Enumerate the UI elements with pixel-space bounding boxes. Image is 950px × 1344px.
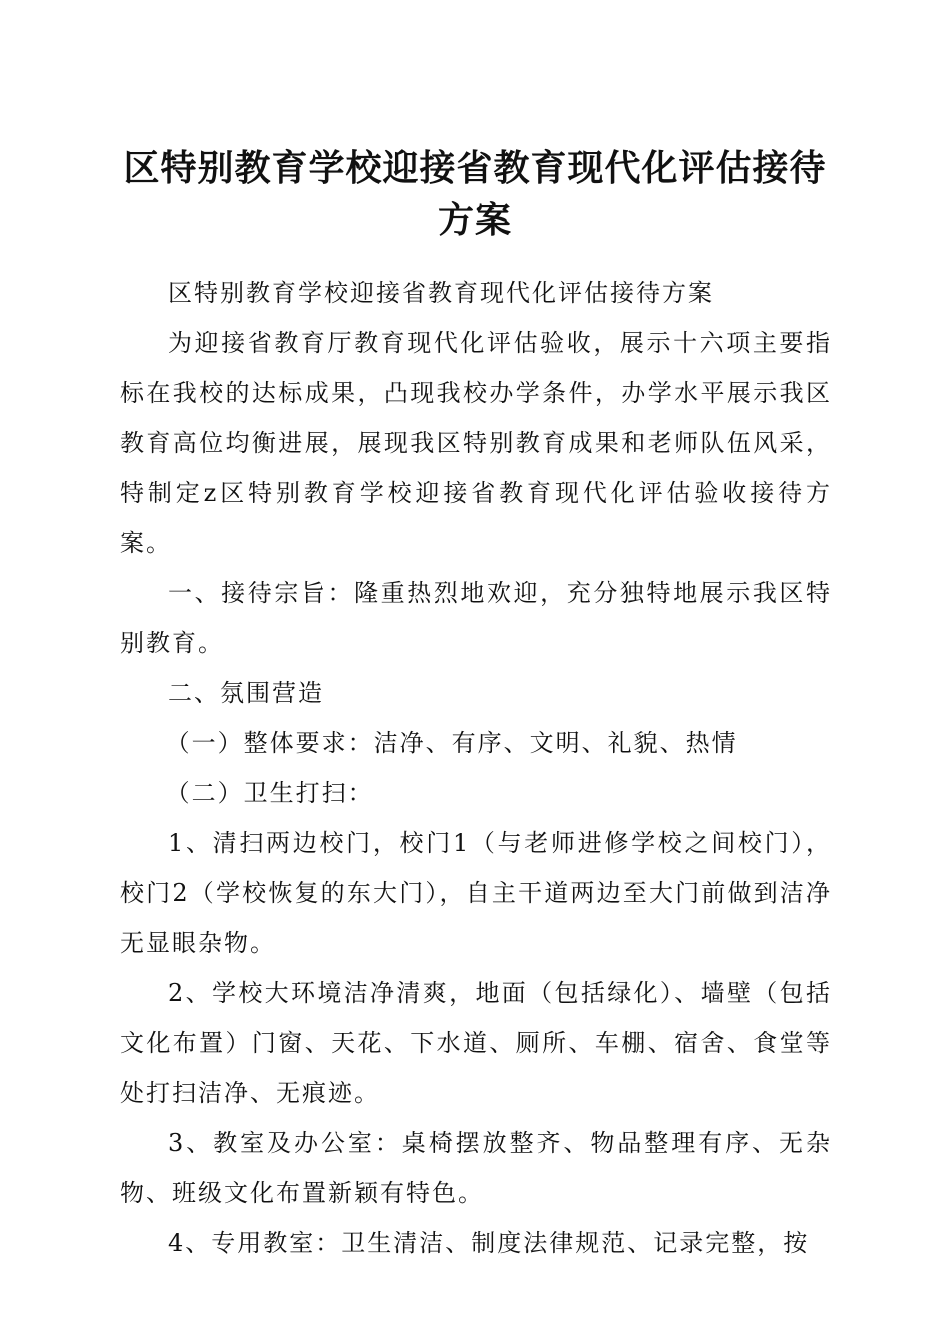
paragraph-intro: 为迎接省教育厅教育现代化评估验收，展示十六项主要指标在我校的达标成果，凸现我校办学条件，办学水平展示我区教育高位均衡进展，展现我区特别教育成果和老师队伍风采，特制定z区特别教育学校迎接省教育现代化评估验收接待方案。	[120, 329, 832, 557]
paragraph-subtitle: 区特别教育学校迎接省教育现代化评估接待方案	[168, 279, 714, 307]
paragraph-subsection-1: （一）整体要求：洁净、有序、文明、礼貌、热情	[165, 729, 738, 757]
paragraph-section-2: 二、氛围营造	[168, 679, 324, 707]
paragraph-item-4: 4、专用教室：卫生清洁、制度法律规范、记录完整，按	[168, 1229, 810, 1257]
paragraph-section-1: 一、接待宗旨：隆重热烈地欢迎，充分独特地展示我区特别教育。	[120, 579, 832, 657]
paragraph-item-1: 1、清扫两边校门，校门1（与老师进修学校之间校门），校门2（学校恢复的东大门），自主干道两边至大门前做到洁净无显眼杂物。	[120, 829, 832, 957]
paragraph-item-3: 3、教室及办公室：桌椅摆放整齐、物品整理有序、无杂物、班级文化布置新颖有特色。	[120, 1129, 832, 1207]
paragraph-item-2: 2、学校大环境洁净清爽，地面（包括绿化）、墙壁（包括文化布置）门窗、天花、下水道、厕所、车棚、宿舍、食堂等处打扫洁净、无痕迹。	[120, 979, 832, 1107]
paragraph-subsection-2: （二）卫生打扫：	[165, 779, 374, 807]
document-title: 区特别教育学校迎接省教育现代化评估接待方案	[123, 147, 827, 241]
document-body	[120, 268, 832, 1268]
